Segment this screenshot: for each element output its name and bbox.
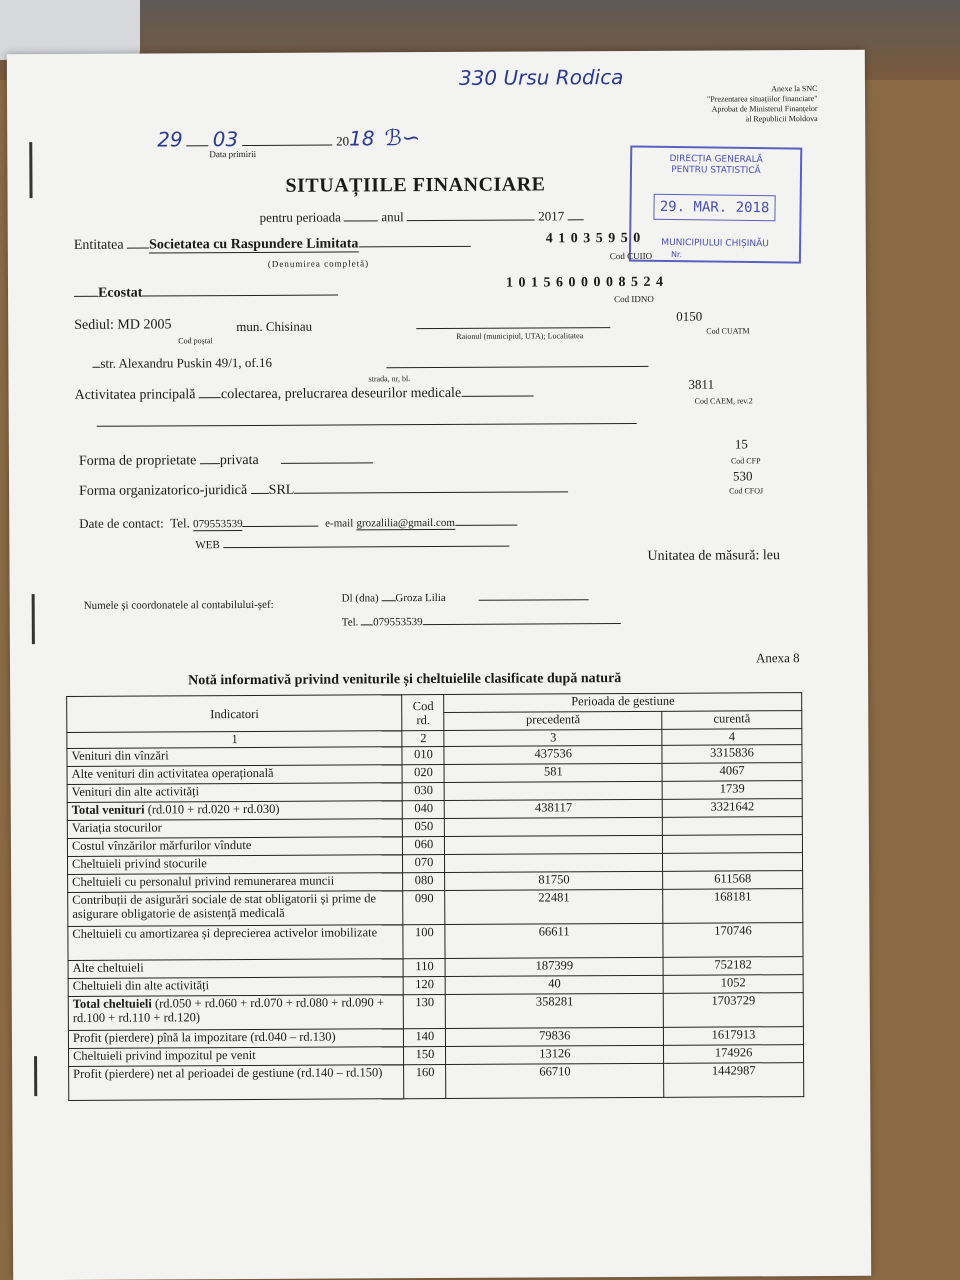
- row-current-value: 1703729: [663, 993, 803, 1028]
- row-previous-value: 40: [446, 975, 664, 994]
- row-indicator: Cheltuieli privind stocurile: [67, 855, 403, 875]
- row-code: 040: [403, 800, 445, 818]
- row-indicator: Venituri din vînzări: [67, 747, 403, 767]
- row-code: 070: [403, 854, 445, 872]
- row-code: 030: [403, 782, 445, 800]
- row-current-value: 170746: [663, 923, 803, 958]
- receipt-date-label: Data primirii: [209, 148, 257, 160]
- row-code: 080: [403, 872, 445, 890]
- statistics-stamp: DIRECȚIA GENERALĂ PENTRU STATISTICĂ 29. MAR. 2018 MUNICIPIULUI CHIȘINĂU Nr.: [629, 145, 802, 263]
- caem-label: Cod CAEM, rev.2: [694, 396, 753, 406]
- cfoj-value: 530: [732, 468, 753, 484]
- row-indicator: Cheltuieli cu personalul privind remunerarea muncii: [68, 873, 404, 893]
- raion-line: [416, 327, 610, 329]
- row-current-value: 3321642: [662, 799, 802, 818]
- table-row: [68, 993, 803, 1031]
- annex-header: Anexe la SNC "Prezentarea situațiilor financiare" Aprobat de Ministerul Finanțelor al Republicii Moldova: [707, 84, 818, 124]
- row-indicator: Costul vînzărilor mărfurilor vîndute: [67, 837, 403, 857]
- row-indicator: Variația stocurilor: [67, 819, 403, 839]
- row-code: 060: [403, 836, 445, 854]
- row-previous-value: [445, 853, 663, 872]
- seat-city: mun. Chisinau: [236, 318, 313, 335]
- row-current-value: 1052: [663, 975, 803, 994]
- row-previous-value: 66611: [445, 923, 663, 958]
- cuiio-value: 4 1 0 3 5 9 5 0: [545, 230, 642, 247]
- header-indicators: Indicatori: [67, 695, 403, 733]
- row-code: 110: [404, 958, 446, 976]
- row-indicator: Venituri din alte activități: [67, 783, 403, 803]
- activity-line: Activitatea principală colectarea, prelucrarea deseurilor medicale: [75, 386, 534, 404]
- header-code: Cod rd.: [402, 694, 444, 730]
- handwritten-note: 330 Ursu Rodica: [458, 65, 624, 90]
- accountant-name-line: Dl (dna) Groza Lilia: [342, 591, 589, 604]
- entity-name: Ecostat: [74, 285, 338, 302]
- row-code: 140: [404, 1028, 446, 1046]
- street-line: str. Alexandru Puskin 49/1, of.16: [92, 355, 272, 372]
- activity-second-line: [97, 423, 637, 427]
- row-code: 050: [403, 818, 445, 836]
- row-indicator: Cheltuieli privind impozitul pe venit: [69, 1047, 405, 1067]
- row-previous-value: [445, 781, 663, 800]
- row-indicator: Total venituri (rd.010 + rd.020 + rd.030): [67, 801, 403, 821]
- street-label: strada, nr, bl.: [368, 374, 411, 384]
- row-previous-value: 66710: [446, 1063, 664, 1098]
- row-previous-value: 437536: [444, 745, 662, 764]
- row-previous-value: 79836: [446, 1027, 664, 1046]
- punch-mark: [32, 594, 35, 644]
- row-current-value: 611568: [663, 871, 803, 890]
- postal-label: Cod poștal: [178, 336, 213, 346]
- row-code: 090: [403, 890, 445, 924]
- column-number: 2: [402, 730, 444, 746]
- row-code: 150: [404, 1046, 446, 1064]
- row-current-value: 4067: [662, 763, 802, 782]
- row-current-value: [663, 853, 803, 872]
- stamp-date: 29. MAR. 2018: [653, 194, 775, 221]
- cfoj-label: Cod CFOJ: [729, 486, 764, 496]
- cfp-label: Cod CFP: [730, 456, 761, 466]
- header-period: Perioada de gestiune: [444, 693, 802, 713]
- row-previous-value: 13126: [446, 1045, 664, 1064]
- row-code: 010: [402, 746, 444, 764]
- cuatm-label: Cod CUATM: [706, 326, 750, 336]
- punch-mark: [29, 142, 32, 198]
- row-previous-value: [445, 835, 663, 854]
- period-line: pentru perioada anul 2017: [260, 208, 584, 226]
- row-current-value: 1739: [662, 781, 802, 800]
- column-number: 1: [67, 731, 403, 749]
- row-indicator: Total cheltuieli (rd.050 + rd.060 + rd.070 + rd.080 + rd.090 + rd.100 + rd.110 + rd.120): [68, 995, 404, 1031]
- row-code: 100: [403, 924, 445, 958]
- entity-sublabel: (Denumirea completă): [267, 258, 370, 269]
- property-line: Forma de proprietate privata: [79, 452, 373, 470]
- row-previous-value: 358281: [446, 993, 664, 1028]
- raion-label: Raionul (municipiul, UTA); Localitatea: [456, 331, 584, 341]
- column-number: 3: [444, 729, 662, 746]
- row-current-value: [662, 817, 802, 836]
- entity-line: Entitatea Societatea cu Raspundere Limitata: [74, 236, 471, 254]
- row-indicator: Cheltuieli cu amortizarea și deprecierea activelor imobilizate: [68, 925, 404, 961]
- seat-line: Sediul: MD 2005: [74, 317, 172, 333]
- row-current-value: 1442987: [664, 1063, 804, 1098]
- punch-mark: [34, 1056, 37, 1096]
- row-previous-value: 581: [444, 763, 662, 782]
- row-current-value: 1617913: [664, 1027, 804, 1046]
- row-indicator: Alte venituri din activitatea operațională: [67, 765, 403, 785]
- page-title: SITUAȚIILE FINANCIARE: [285, 173, 546, 197]
- idno-value: 1 0 1 5 6 0 0 0 0 8 5 2 4: [505, 274, 665, 291]
- row-previous-value: 81750: [445, 871, 663, 890]
- cuatm-value: 0150: [676, 308, 703, 324]
- table-row: [68, 923, 803, 961]
- row-previous-value: 438117: [445, 799, 663, 818]
- street-underline: [386, 366, 648, 368]
- anexa-label: Anexa 8: [755, 650, 800, 666]
- web-line: WEB: [195, 538, 510, 552]
- accountant-label: Numele și coordonatele al contabilului-șef:: [83, 598, 274, 612]
- row-code: 120: [404, 976, 446, 994]
- cuiio-label: Cod CUIIO: [609, 250, 653, 262]
- row-current-value: 3315836: [662, 745, 802, 764]
- legal-form-line: Forma organizatorico-juridică SRL: [79, 481, 568, 500]
- row-current-value: 168181: [663, 889, 803, 924]
- row-code: 160: [404, 1064, 446, 1098]
- unit-of-measure: Unitatea de măsură: leu: [647, 548, 781, 564]
- accountant-tel-line: Tel. 079553539: [342, 615, 621, 628]
- row-indicator: Contribuții de asigurări sociale de stat obligatorii și prime de asigurare obligatorie de asistență medicală: [68, 891, 404, 927]
- document-page: [7, 50, 871, 1280]
- table-row: [68, 889, 803, 927]
- row-indicator: Cheltuieli din alte activități: [68, 977, 404, 997]
- table-row: [69, 1063, 804, 1101]
- row-indicator: Profit (pierdere) net al perioadei de gestiune (rd.140 – rd.150): [69, 1065, 405, 1101]
- caem-value: 3811: [688, 376, 715, 392]
- row-current-value: 174926: [664, 1045, 804, 1064]
- binder-corner: [0, 0, 140, 60]
- idno-label: Cod IDNO: [614, 293, 654, 305]
- cfp-value: 15: [734, 436, 748, 452]
- income-expense-table: [66, 692, 804, 1101]
- header-previous: precedentă: [444, 711, 662, 730]
- row-indicator: Profit (pierdere) pînă la impozitare (rd.040 – rd.130): [68, 1029, 404, 1049]
- row-code: 020: [403, 764, 445, 782]
- contact-line: Date de contact: Tel. 079553539 e-mail grozalilia@gmail.com: [79, 514, 517, 532]
- row-current-value: 752182: [663, 957, 803, 976]
- row-indicator: Alte cheltuieli: [68, 959, 404, 979]
- row-previous-value: 22481: [445, 889, 663, 924]
- row-previous-value: 187399: [445, 957, 663, 976]
- table-title: Notă informativă privind veniturile și cheltuielile clasificate după natură: [188, 671, 622, 689]
- column-number: 4: [662, 729, 802, 746]
- row-code: 130: [404, 994, 446, 1028]
- signature-icon: ℬ∽: [384, 126, 421, 152]
- receipt-date: 29 03 2018 ℬ∽: [157, 126, 421, 152]
- row-previous-value: [445, 817, 663, 836]
- row-current-value: [663, 835, 803, 854]
- header-current: curentă: [662, 711, 802, 730]
